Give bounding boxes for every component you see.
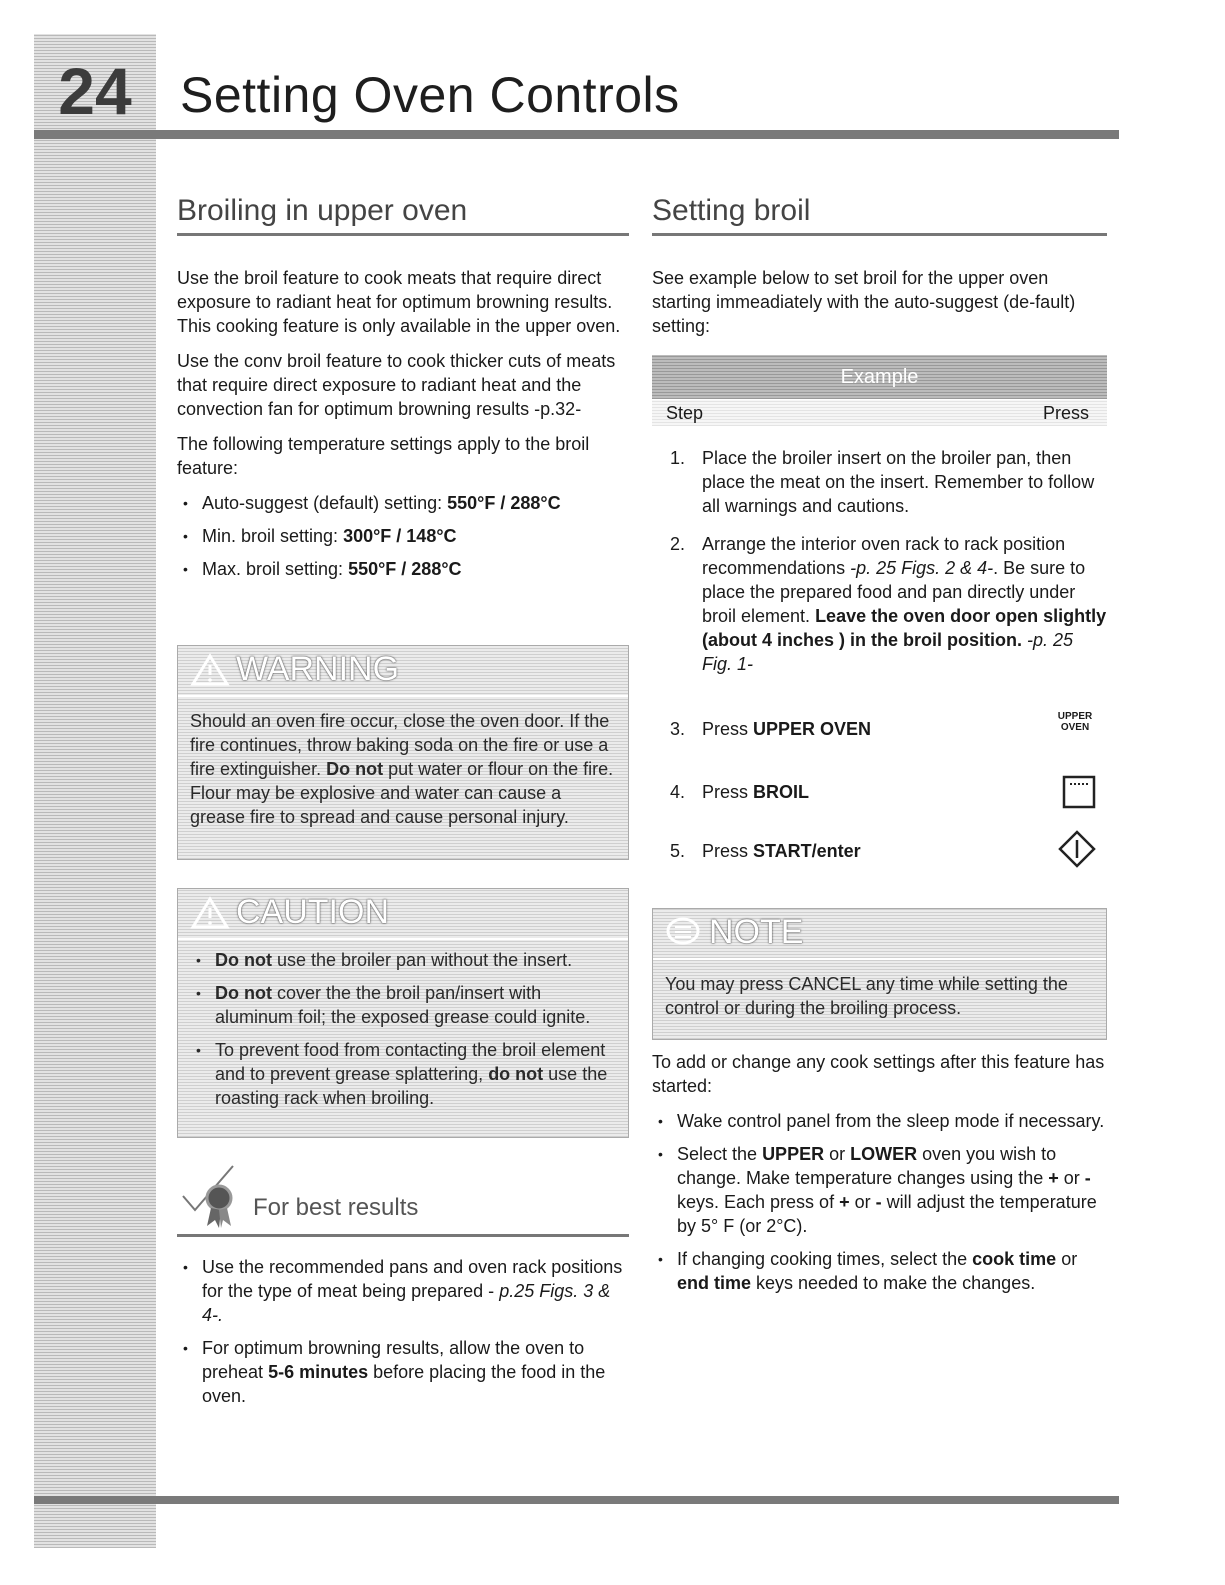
- caution-box: [177, 888, 629, 1138]
- paragraph: The following temperature settings apply to the broil feature:: [177, 433, 590, 478]
- best-results-section: [177, 1160, 629, 1417]
- list-item: • Select the UPPER or LOWER oven you wish to change. Make temperature changes using the + or - keys. Each press of + or - will adjust the temperature by 5° F (or 2°C).: [652, 1142, 1107, 1238]
- note-box: [652, 908, 1107, 1040]
- note-title: NOTE: [709, 913, 804, 951]
- page-sidebar: [34, 34, 156, 1548]
- list-item: • Auto-suggest (default) setting: 550°F / 288°C: [177, 491, 629, 515]
- section-heading-setting-broil: Setting broil: [652, 194, 1107, 236]
- ribbon-award-icon: [177, 1160, 245, 1230]
- caution-title: CAUTION: [236, 893, 389, 931]
- list-item: • Do not cover the the broil pan/insert with aluminum foil; the exposed grease could ignite.: [190, 981, 616, 1029]
- warning-header: [178, 646, 628, 697]
- section-heading-broiling: Broiling in upper oven: [177, 194, 629, 236]
- page-title: Setting Oven Controls: [180, 67, 680, 123]
- best-results-title: For best results: [253, 1194, 419, 1221]
- upper-oven-key: UPPER OVEN: [1057, 711, 1093, 733]
- note-text: You may press CANCEL any time while setting the control or during the broiling process.: [665, 974, 1068, 1018]
- warning-box: [177, 645, 629, 860]
- page-number: 24: [58, 54, 132, 128]
- header-rule: [34, 130, 1119, 139]
- press-column-label: Press: [1042, 403, 1089, 423]
- list-item: • Do not use the broiler pan without the insert.: [190, 948, 616, 972]
- step-2: 2. Arrange the interior oven rack to rack position recommendations -p. 25 Figs. 2 & 4-. Be sure to place the prepared food and pan directly under broil element. Leave the oven door open slightly (about 4 inches ) in the broil position. -p. 25 Fig. 1-: [670, 534, 1107, 674]
- warning-triangle-icon: [190, 653, 230, 687]
- paragraph: To add or change any cook settings after this feature has started:: [652, 1052, 1105, 1096]
- steps-list: [652, 446, 1107, 690]
- list-item: • If changing cooking times, select the cook time or end time keys needed to make the changes.: [652, 1247, 1107, 1295]
- step-5: 5. Press START/enter: [652, 839, 1107, 877]
- list-item: • To prevent food from contacting the broil element and to prevent grease splattering, do not use the roasting rack when broiling.: [190, 1038, 616, 1110]
- after-start-section: [652, 1050, 1107, 1304]
- list-item: • Min. broil setting: 300°F / 148°C: [177, 524, 629, 548]
- paragraph: Use the broil feature to cook meats that require direct exposure to radiant heat for optimum browning results. This cooking feature is only available in the upper oven.: [177, 267, 621, 336]
- list-item: • Max. broil setting: 550°F / 288°C: [177, 557, 629, 581]
- warning-text: Should an oven fire occur, close the oven door. If the fire continues, throw baking soda on the fire or use a fire extinguisher. Do not put water or flour on the fire. Flour may be explosive and water can cause a grease fire to spread and cause personal injury.: [190, 711, 614, 827]
- note-header: [653, 909, 1106, 960]
- caution-triangle-icon: [190, 896, 230, 930]
- left-column: [177, 194, 629, 590]
- caution-text: [178, 940, 628, 1131]
- list-item: • Wake control panel from the sleep mode if necessary.: [652, 1109, 1107, 1133]
- step-column-label: Step: [666, 403, 704, 423]
- broil-key-icon: [1061, 774, 1097, 810]
- step-3: 3. Press UPPER OVEN UPPER OVEN: [652, 717, 1107, 755]
- caution-header: [178, 889, 628, 940]
- temperature-settings-list: [177, 491, 629, 581]
- note-icon: [665, 916, 701, 950]
- step-1: 1. Place the broiler insert on the broiler pan, then place the meat on the insert. Remember to follow all warnings and cautions.: [670, 448, 1095, 516]
- list-item: • Use the recommended pans and oven rack positions for the type of meat being prepared - p.25 Figs. 3 & 4-.: [177, 1255, 629, 1327]
- list-item: • For optimum browning results, allow the oven to preheat 5-6 minutes before placing the food in the oven.: [177, 1336, 629, 1408]
- paragraph: See example below to set broil for the upper oven starting immeadiately with the auto-suggest (de-fault) setting:: [652, 267, 1076, 336]
- example-columns: [652, 400, 1107, 426]
- example-header: Example: [652, 355, 1107, 399]
- right-column: [652, 194, 1107, 338]
- start-enter-key-icon: [1057, 829, 1097, 869]
- footer-rule: [34, 1496, 1119, 1504]
- step-4: 4. Press BROIL: [652, 780, 1107, 818]
- warning-title: WARNING: [236, 650, 400, 688]
- paragraph: Use the conv broil feature to cook thicker cuts of meats that require direct exposure to radiant heat and the convection fan for optimum browning results -p.32-: [177, 350, 616, 419]
